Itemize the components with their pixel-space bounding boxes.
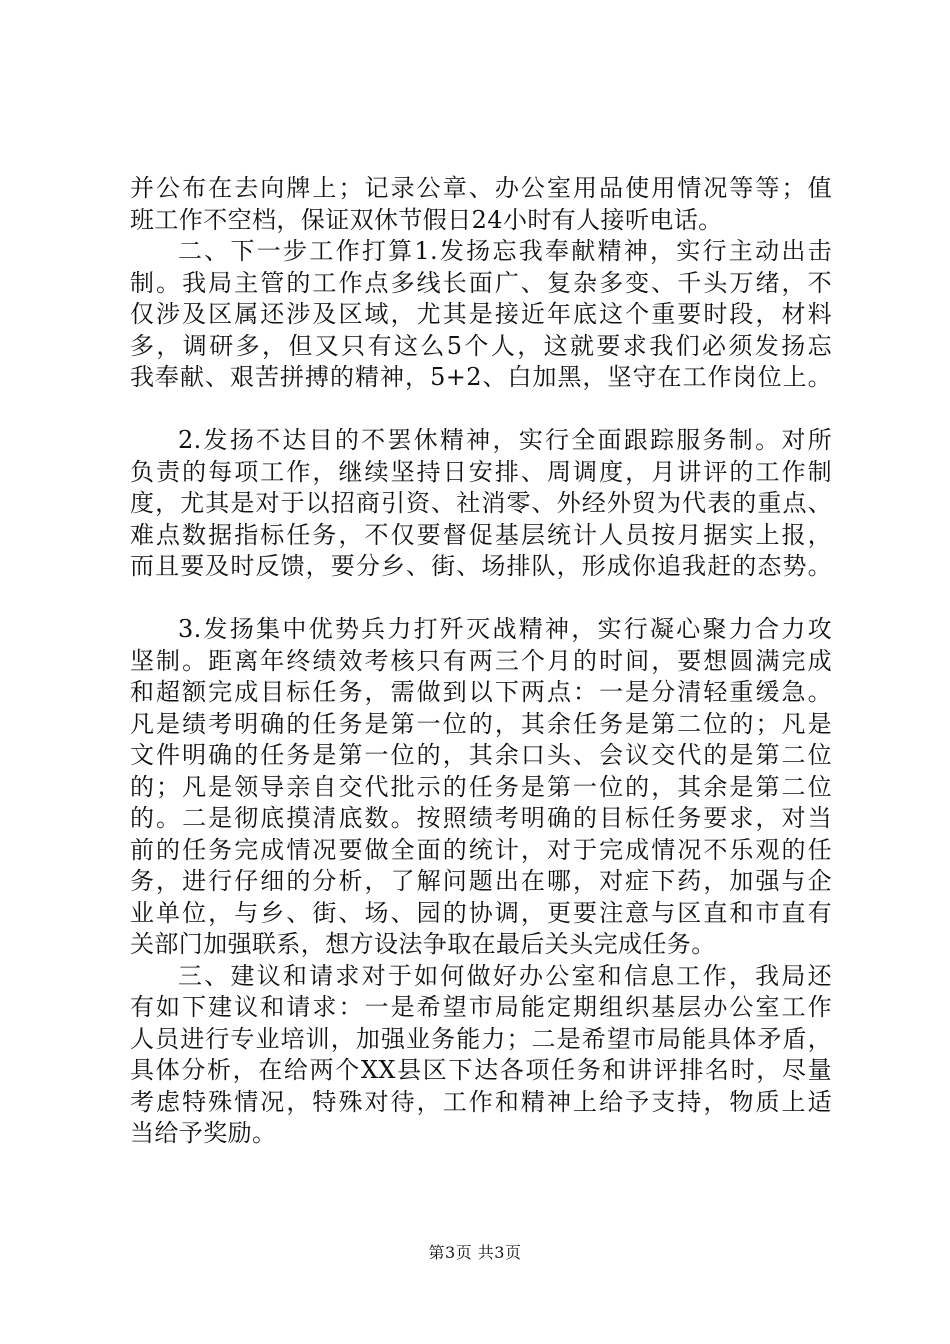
paragraph-gap — [130, 394, 832, 426]
text-line: 文件明确的任务是第一位的，其余口头、会议交代的是第二位 — [130, 741, 832, 769]
text-line: 的。二是彻底摸清底数。按照绩考明确的目标任务要求，对当 — [130, 804, 832, 832]
text-line: 而且要及时反馈，要分乡、街、场排队，形成你追我赶的态势。 — [130, 552, 832, 580]
document-body — [130, 173, 832, 1150]
text-line: 班工作不空档，保证双休节假日24小时有人接听电话。 — [130, 205, 723, 234]
text-line: 仅涉及区属还涉及区域，尤其是接近年底这个重要时段，材料 — [130, 300, 832, 328]
paragraph-gap — [130, 583, 832, 615]
text-line: 凡是绩考明确的任务是第一位的，其余任务是第二位的；凡是 — [130, 709, 832, 738]
text-line: 负责的每项工作，继续坚持日安排、周调度，月讲评的工作制 — [130, 457, 832, 486]
text-line: 度，尤其是对于以招商引资、社消零、外经外贸为代表的重点、 — [130, 489, 832, 517]
text-line: 具体分析，在给两个XX县区下达各项任务和讲评排名时，尽量 — [130, 1056, 832, 1084]
text-line: 制。我局主管的工作点多线长面广、复杂多变、千头万绪，不 — [130, 268, 832, 297]
text-line: 务，进行仔细的分析，了解问题出在哪，对症下药，加强与企 — [130, 867, 832, 895]
text-line: 有如下建议和请求：一是希望市局能定期组织基层办公室工作 — [130, 993, 832, 1021]
text-line: 考虑特殊情况，特殊对待，工作和精神上给予支持，物质上适 — [130, 1087, 832, 1116]
text-line: 当给予奖励。 — [130, 1119, 277, 1147]
text-line: 和超额完成目标任务，需做到以下两点：一是分清轻重缓急。 — [130, 678, 832, 706]
text-line: 并公布在去向牌上；记录公章、办公室用品使用情况等等；值 — [130, 174, 832, 202]
text-line: 关部门加强联系，想方设法争取在最后关头完成任务。 — [130, 930, 716, 958]
text-line: 多，调研多，但又只有这么5个人，这就要求我们必须发扬忘 — [130, 331, 832, 360]
text-line: 2.发扬不达目的不罢休精神，实行全面跟踪服务制。对所 — [178, 426, 832, 454]
text-line: 坚制。距离年终绩效考核只有两三个月的时间，要想圆满完成 — [130, 646, 832, 675]
text-line: 人员进行专业培训，加强业务能力；二是希望市局能具体矛盾， — [130, 1024, 832, 1053]
text-line: 难点数据指标任务，不仅要督促基层统计人员按月据实上报， — [130, 520, 832, 549]
text-line: 三、建议和请求对于如何做好办公室和信息工作，我局还 — [178, 961, 832, 990]
page-footer: 第3页 共3页 — [428, 1243, 522, 1262]
text-line: 3.发扬集中优势兵力打歼灭战精神，实行凝心聚力合力攻 — [178, 615, 832, 643]
text-line: 前的任务完成情况要做全面的统计，对于完成情况不乐观的任 — [130, 835, 832, 864]
text-line: 二、下一步工作打算1.发扬忘我奉献精神，实行主动出击 — [178, 237, 832, 265]
text-line: 业单位，与乡、街、场、园的协调，更要注意与区直和市直有 — [130, 898, 832, 927]
text-line: 我奉献、艰苦拼搏的精神，5+2、白加黑，坚守在工作岗位上。 — [130, 363, 832, 391]
text-line: 的；凡是领导亲自交代批示的任务是第一位的，其余是第二位 — [130, 772, 832, 801]
